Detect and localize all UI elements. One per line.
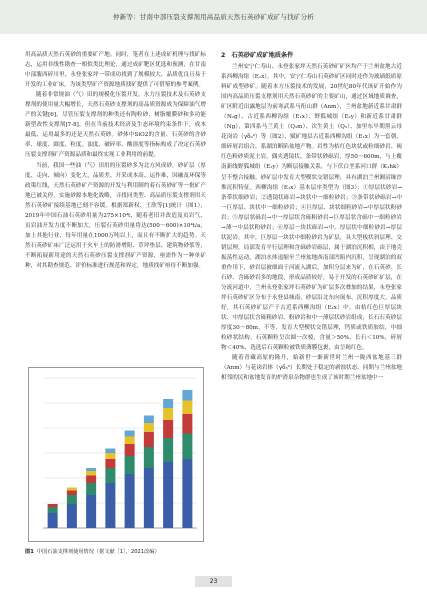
bar-segment: [105, 483, 115, 528]
body-paragraph: 随着青藏高原的隆升，始新世一渐新世时兰州一陇西盆地基三群（Anm）与花岗岩体（γδ₃²）长期处于稳定的剥蚀状态，同期与兰州盆地相邻的民和盆地发育的炉渣泉杂物群也生成了该时期兰州盆地中一: [221, 355, 402, 382]
figure-1-chart: [28, 367, 204, 542]
bar-segment: [86, 468, 96, 471]
bar-segment: [163, 399, 173, 408]
bar-segment: [182, 390, 192, 401]
page-number: 23: [195, 576, 232, 587]
bar-segment: [182, 459, 192, 528]
bar-segment: [182, 401, 192, 415]
body-paragraph: 当前，我国一些油（气）田用的压裂砂多为北方风成砂，砂矿层（厚度、走向、倾向）变化大，品质差、开采成本高、运作难，因融及环保等政策红线，天然石英砂矿产资源的开发与利用制约着石英砂矿等一批矿产地已被关停，实施砂源本地化战略，寻找同类型、高品质压裂支撑剂用天然石英砂矿接续基地已刻不容缓。根据郑新权、王欣等[1]统计（图1），2019年中国石油石英砂用量为275×10⁴t，随着老旧并改造及页岩气、页岩油开发力度不断加大，压裂石英砂用量将达(500～600)×10⁴t/a，加上其他行业，每年用量在1000万吨以上，而且有不断扩大的趋势。天然石英砂矿床广泛运用于火车上的防滑增阻、草坪垫层、建筑物砂浆等，不断拓展新用途的天然石英砂压裂支撑剂矿产资源，亟需作为一种单矿种，对其勘查规范、评价标准进行规范和界定，地质找矿亟待不断加强。: [25, 162, 206, 269]
bar-chart: [29, 368, 203, 541]
bar-segment: [125, 431, 135, 437]
bar-segment: [163, 438, 173, 462]
bar-segment: [48, 507, 58, 513]
body-paragraph: 随着非常规油（气）田的规模化压裂开发，水力压裂技术及石英砂支撑剂的使用量大幅增长，天然石英砂支撑剂的高品质资源成为保障油气增产的关键[6]。尽管压裂支撑剂的种类还有陶粒砂、树脂覆膜砂和多功能新型改性支撑剂[7-8]，但在当前技术经济及生态环境约束条件下，成本最低、运用最多的还是天然石英砂。砂体中SiO2的含量、石英砂的含砂率、球度、圆度、粒度、浊度、破碎率、酸溶度等指标构成了决定石英砂压裂支撑剂矿产资源品质和最终实现工业利用的前提。: [25, 92, 206, 159]
bar-segment: [144, 468, 154, 528]
bar-segment: [182, 414, 192, 434]
bar-segment: [144, 423, 154, 432]
bar-segment: [67, 488, 77, 491]
bar-segment: [67, 491, 77, 496]
bar-segment: [105, 459, 115, 468]
bar-segment: [125, 474, 135, 528]
running-header: [0, 0, 427, 34]
bar-segment: [67, 495, 77, 504]
figure-caption-label: 图1: [25, 549, 34, 555]
bar-segment: [67, 504, 77, 528]
bar-segment: [86, 476, 96, 484]
bar-segment: [144, 447, 154, 468]
bar-segment: [163, 408, 173, 420]
bar-segment: [144, 432, 154, 447]
bar-segment: [86, 471, 96, 476]
body-paragraph: 用高品质天然石英砂的重要矿产地。同时，笔者在上述成矿机理与找矿标志，运用非线性勘查一相似类比理论，通过成矿靶区优选和预测，在甘南中部腹西碎川里、永登张家坪一带成功找到了规模较大、品质优良且易于开发的工业矿床，为该类型矿产资源地质找矿提供了可借鉴的参考案例。: [25, 52, 206, 89]
bar-segment: [163, 462, 173, 528]
bar-segment: [125, 444, 135, 456]
figure-caption: [25, 548, 210, 557]
bar-segment: [105, 449, 115, 454]
bar-segment: [48, 513, 58, 528]
bar-segment: [125, 437, 135, 445]
bar-segment: [144, 416, 154, 424]
right-column: [221, 50, 402, 384]
body-paragraph: 兰州安宁仁寿山、永登张家坪天然石英砂矿矿区均产于兰州盆地古近系西柳沟组（E₁x），其中，安宁仁寿山石英砂矿区同时还作为玻璃纸质原料矿成型砂矿。随着本方压裂技术的发展，20世纪80年代该矿开始作为国内高品质压裂支撑剂用天然石英砂矿的主要矿山，通过区域地质调查，矿区附近出露地层为前寒武系马衔山群（Anm），兰州盆地新近系甘肃群（N₂g）、古近系西柳沟组（E₁x）、野狐城组（E₂y）和新近系甘肃群（Ng），第四系马兰黄土（Q₃m）、次生黄土（Q₃）、加里东早期黑云母花岗岩（γδ₃²）等（图2），赋矿地层古近系西柳沟组（E₁x）为一套朝、细碎屑岩组合，系湖泊断陷盆地产物。岩性为桔红色块状或粒细砂岩、褐红色粉砂质泥土岩，偶夹透镜状、条带状砂砾岩，厚50～600m，与上覆南新线野狐城组（E₂y）为断层接触关系，与下伏白垩系河口群（K₁hk）呈不整合接触。砂矿层中发育大型楔状交错层理，具有湖泊兰州湘沼缘沙堆沉积特征。西柳沟组（E₁x）基本层序类型为（图3）：①厚层状砂岩→条带状细砂岩；②透镜状砾岩→块状中一细粒砂岩；③条带状砂砾岩→中一巨厚层、块状中一细粒砂岩；④巨厚层、块状细粒砂岩→中厚层状粉砂岩；⑤厚层状砾岩→中一厚层状含砾粗砂岩→巨厚层状含砾中一细粒砂岩→薄一中层状粉砂岩；⑥厚层一块状砾岩→中、厚层状中细粒砂岩→厚层状泥岩。其中，巨厚层一块状中细粒砂岩为矿层，具大型板状斜层理、交错层理，局部发育平行层理和含砾砂岩砾层，属于湖泊沉积相，由于地壳振荡性运动，湖泊水体退缩至兰州盆地西南部凹陷内沉积，呈现湖泊的双重作用下，砂岩层被细面于河流入湖后，加积分层来为矿，在石英砂、长石砂、含砾砂岩多的地段，形成品质较好，易于开发的石英砂矿矿层，在分流河道中，兰州永登张家坪石英砂矿为矿层多次叠加的结果，永登张家坪石英砂矿区分布于永登县城南，砂层沿北东向展布，沉积厚度大，品质好，其石英砂矿层产于古近系西柳沟组（E₁x）中，由桔红色巨厚层块状、中厚层状含砾粗砂岩、粉砂岩和中一薄层状砂岩组成，长石石英砂层厚度30～80m，不等，发育大型楔状交错层理，钙质或铁质胶结，中细粒砂状结构。石英颗粒呈次圆一次棱，含量＞50%，长石＜10%，碎屑物＜40%，选选后石英颗粒被铁质薄膜包裹，由呈褐红色。: [221, 64, 402, 352]
bar-segment: [125, 456, 135, 474]
running-title: 仲新等：甘南中部压裂支撑剂用高品质天然石英砂矿成矿与找矿分析: [113, 13, 314, 21]
bar-segment: [182, 434, 192, 460]
left-column: [25, 50, 206, 271]
bar-segment: [163, 420, 173, 438]
section-heading: 2 石英砂矿成矿地质条件: [221, 52, 294, 59]
bar-segment: [105, 453, 115, 459]
bar-segment: [86, 483, 96, 495]
bar-segment: [105, 468, 115, 483]
bar-segment: [86, 495, 96, 528]
bar-segment: [48, 504, 58, 507]
figure-caption-text: 中国石油支撑剂使用情况（据文献［1］，2021改编）: [36, 549, 160, 555]
